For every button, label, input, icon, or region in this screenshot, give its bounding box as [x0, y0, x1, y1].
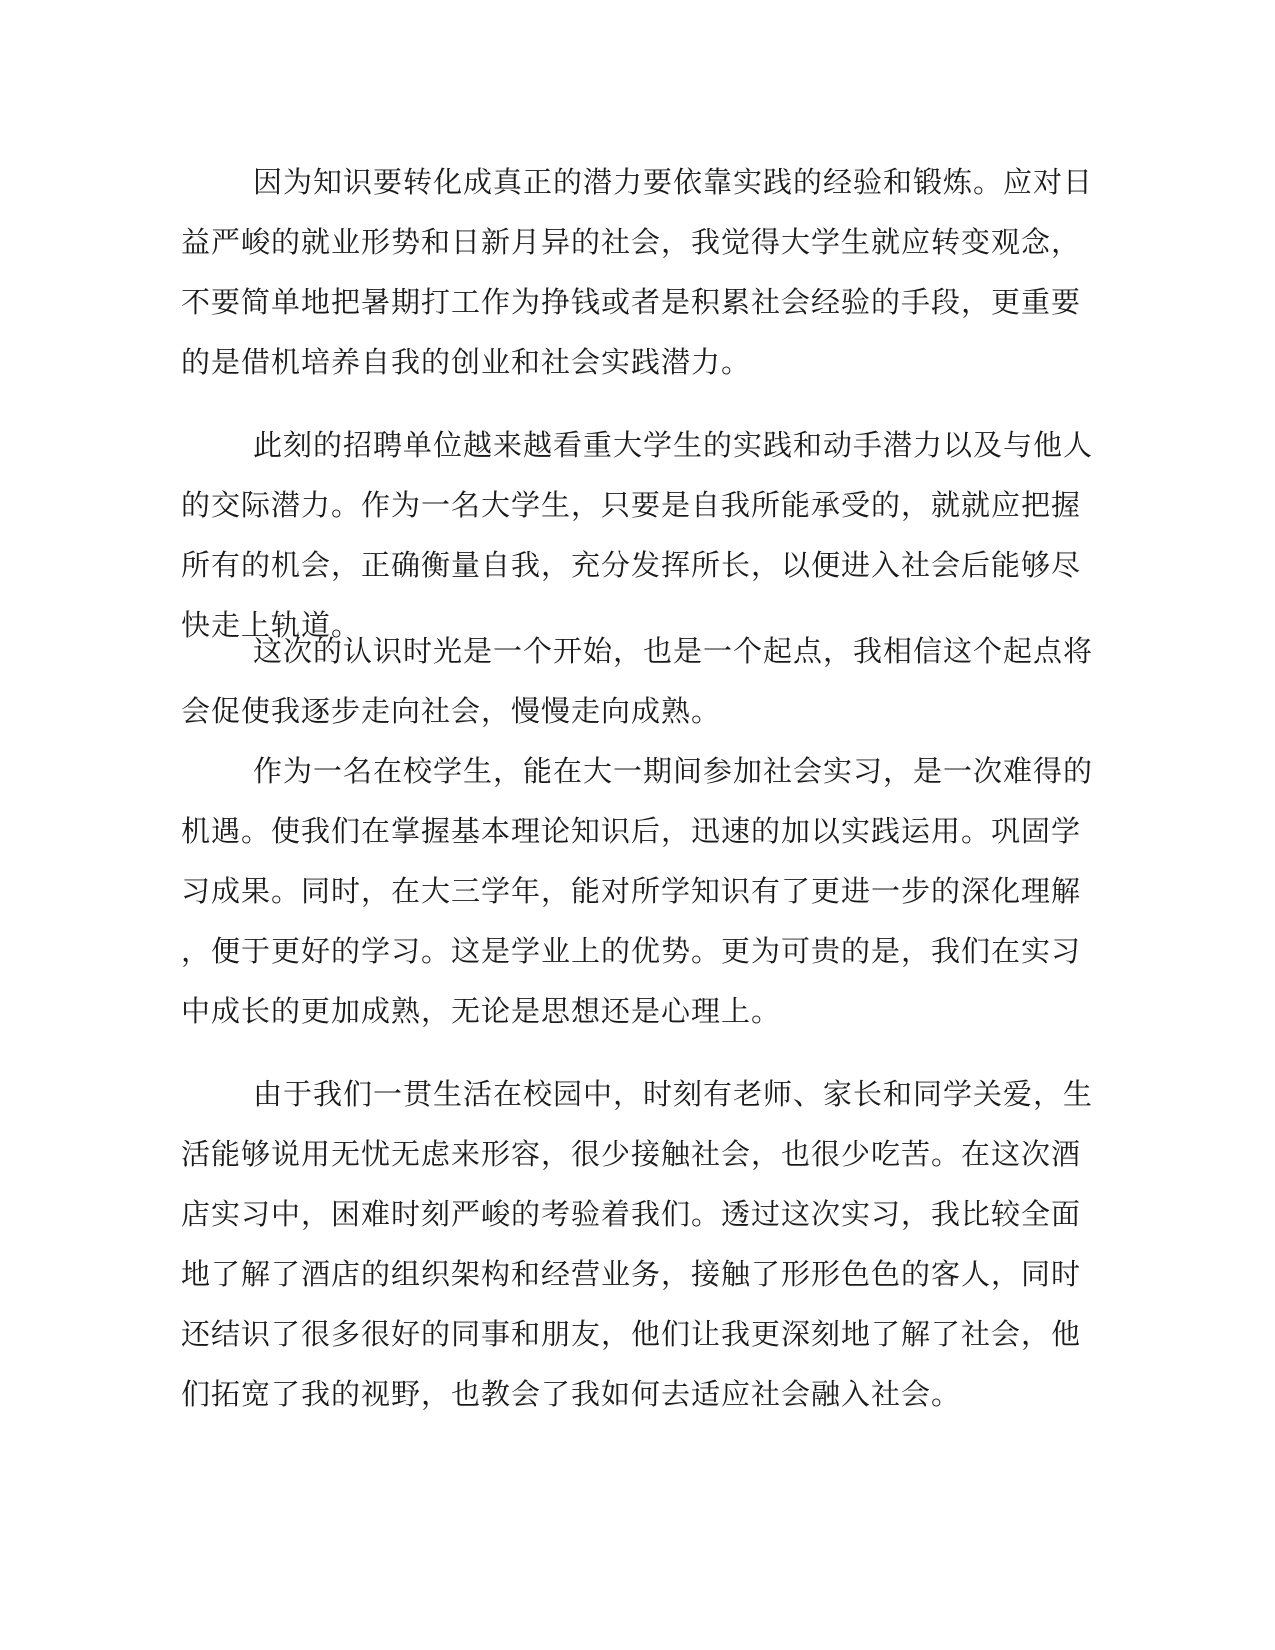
- paragraph-line: 不要简单地把暑期打工作为挣钱或者是积累社会经验的手段，更重要: [181, 285, 1082, 319]
- paragraph-5: [181, 1064, 1094, 1424]
- paragraph-2: [181, 415, 1094, 655]
- paragraph-line: 的交际潜力。作为一名大学生，只要是自我所能承受的，就就应把握: [181, 488, 1082, 522]
- paragraph-3: [181, 621, 1094, 741]
- paragraph-line: 益严峻的就业形势和日新月异的社会，我觉得大学生就应转变观念，: [181, 225, 1082, 259]
- paragraph-line: 的是借机培养自我的创业和社会实践潜力。: [181, 345, 752, 379]
- paragraph-4: [181, 741, 1094, 1041]
- paragraph-1: [181, 152, 1094, 392]
- paragraph-line: 作为一名在校学生，能在大一期间参加社会实习，是一次难得的: [253, 754, 1094, 788]
- paragraph-line: 这次的认识时光是一个开始，也是一个起点，我相信这个起点将: [253, 634, 1094, 668]
- paragraph-line: 活能够说用无忧无虑来形容，很少接触社会，也很少吃苦。在这次酒: [181, 1137, 1082, 1171]
- paragraph-line: 此刻的招聘单位越来越看重大学生的实践和动手潜力以及与他人: [253, 428, 1094, 462]
- paragraph-line: 由于我们一贯生活在校园中，时刻有老师、家长和同学关爱，生: [253, 1077, 1094, 1111]
- paragraph-line: 店实习中，困难时刻严峻的考验着我们。透过这次实习，我比较全面: [181, 1197, 1082, 1231]
- paragraph-line: 会促使我逐步走向社会，慢慢走向成熟。: [181, 694, 722, 728]
- paragraph-line: 习成果。同时，在大三学年，能对所学知识有了更进一步的深化理解: [181, 874, 1082, 908]
- paragraph-line: ，便于更好的学习。这是学业上的优势。更为可贵的是，我们在实习: [181, 934, 1082, 968]
- paragraph-line: 快走上轨道。: [181, 608, 362, 642]
- paragraph-line: 机遇。使我们在掌握基本理论知识后，迅速的加以实践运用。巩固学: [181, 814, 1082, 848]
- paragraph-line: 还结识了很多很好的同事和朋友，他们让我更深刻地了解了社会，他: [181, 1317, 1082, 1351]
- paragraph-line: 所有的机会，正确衡量自我，充分发挥所长，以便进入社会后能够尽: [181, 548, 1082, 582]
- paragraph-line: 们拓宽了我的视野，也教会了我如何去适应社会融入社会。: [181, 1377, 962, 1411]
- paragraph-line: 因为知识要转化成真正的潜力要依靠实践的经验和锻炼。应对日: [253, 165, 1094, 199]
- paragraph-line: 地了解了酒店的组织架构和经营业务，接触了形形色色的客人，同时: [181, 1257, 1082, 1291]
- paragraph-line: 中成长的更加成熟，无论是思想还是心理上。: [181, 994, 782, 1028]
